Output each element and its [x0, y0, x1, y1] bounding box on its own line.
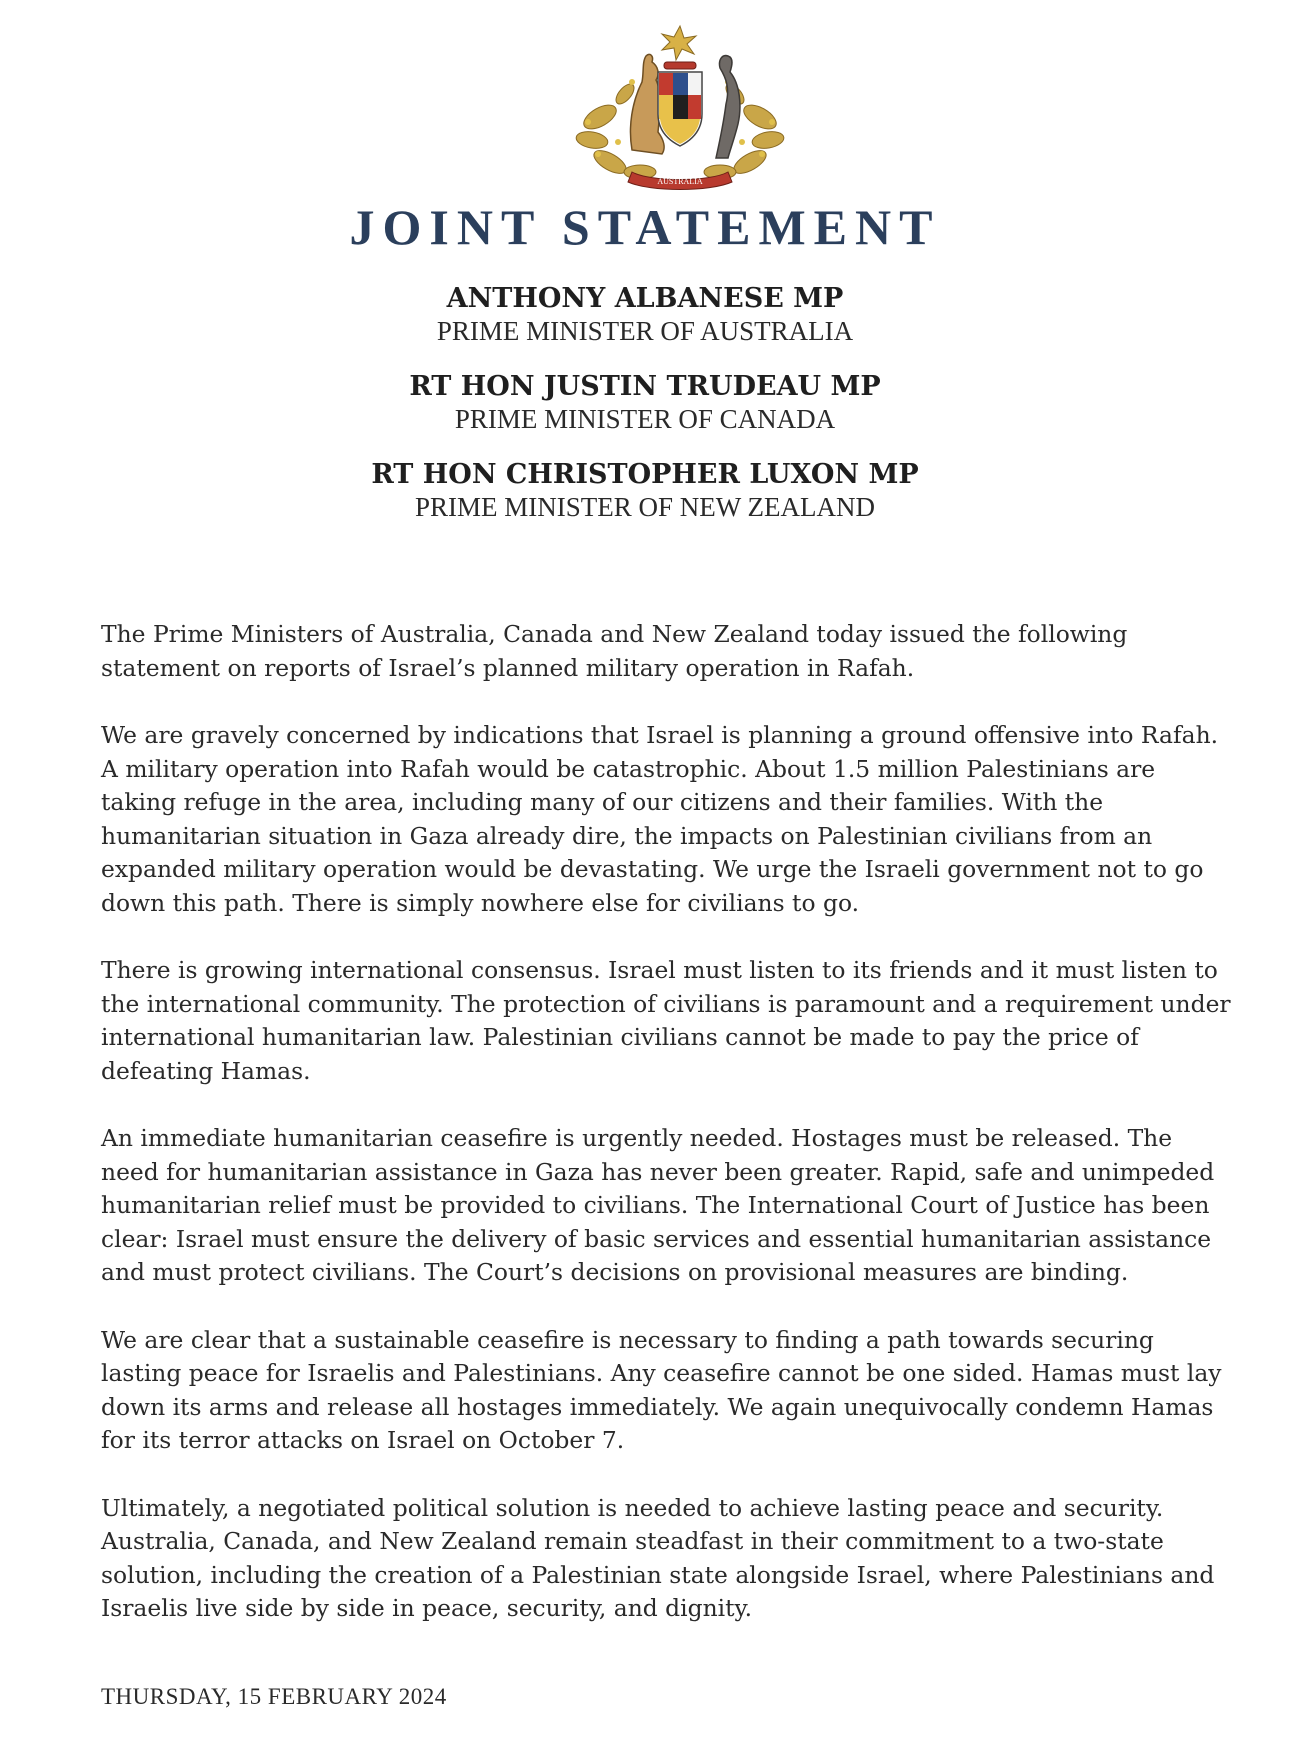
signatory-name: ANTHONY ALBANESE MP [446, 283, 844, 314]
statement-paragraph: We are gravely concerned by indications that Israel is planning a ground offensive into Rafah. A military operation into Rafah would be catastrophic. About 1.5 million Palestinians are taking refuge in the area, including many of our citizens and their families. With the humanitarian situation in Gaza already dire, the impacts on Palestinian civilians from an expanded military operation would be devastating. We urge the Israeli government not to go down this path. There is simply nowhere else for civilians to go. [101, 721, 1219, 917]
statement-paragraph: An immediate humanitarian ceasefire is urgently needed. Hostages must be released. The need for humanitarian assistance in Gaza has never been greater. Rapid, safe and unimpeded humanitarian relief must be provided to civilians. The International Court of Justice has been clear: Israel must ensure the delivery of basic services and essential humanitarian assistance and must protect civilians. The Court’s decisions on provisional measures are binding. [101, 1124, 1215, 1286]
signatory-role: PRIME MINISTER OF CANADA [454, 404, 836, 434]
statement-body [101, 618, 1231, 1660]
signatory-albanese [0, 282, 1290, 348]
statement-paragraph: There is growing international consensus. Israel must listen to its friends and it must listen to the international community. The protection of civilians is paramount and a requirement under international humanitarian law. Palestinian civilians cannot be made to pay the price of defeating Hamas. [101, 956, 1231, 1085]
signatories-block [0, 282, 1290, 546]
crest-scroll-text: AUSTRALIA [657, 177, 703, 186]
australian-coat-of-arms-icon [570, 22, 790, 192]
statement-paragraph: Ultimately, a negotiated political solution is needed to achieve lasting peace and security. Australia, Canada, and New Zealand remain steadfast in their commitment to a two-state solution, including the creation of a Palestinian state alongside Israel, where Palestinians and Israelis live side by side in peace, security, and dignity. [101, 1493, 1215, 1622]
signatory-luxon [0, 458, 1290, 524]
signatory-role: PRIME MINISTER OF AUSTRALIA [436, 316, 854, 346]
statement-paragraph: The Prime Ministers of Australia, Canada and New Zealand today issued the following statement on reports of Israel’s planned military operation in Rafah. [101, 620, 1128, 682]
signatory-name: RT HON CHRISTOPHER LUXON MP [371, 459, 919, 490]
statement-date: THURSDAY, 15 FEBRUARY 2024 [101, 1684, 447, 1709]
signatory-name: RT HON JUSTIN TRUDEAU MP [409, 371, 881, 402]
page-title: JOINT STATEMENT [349, 199, 941, 255]
statement-paragraph: We are clear that a sustainable ceasefire is necessary to finding a path towards securing lasting peace for Israelis and Palestinians. Any ceasefire cannot be one sided. Hamas must lay down its arms and release all hostages immediately. We again unequivocally condemn Hamas for its terror attacks on Israel on October 7. [101, 1325, 1222, 1454]
signatory-trudeau [0, 370, 1290, 436]
signatory-role: PRIME MINISTER OF NEW ZEALAND [415, 492, 875, 522]
